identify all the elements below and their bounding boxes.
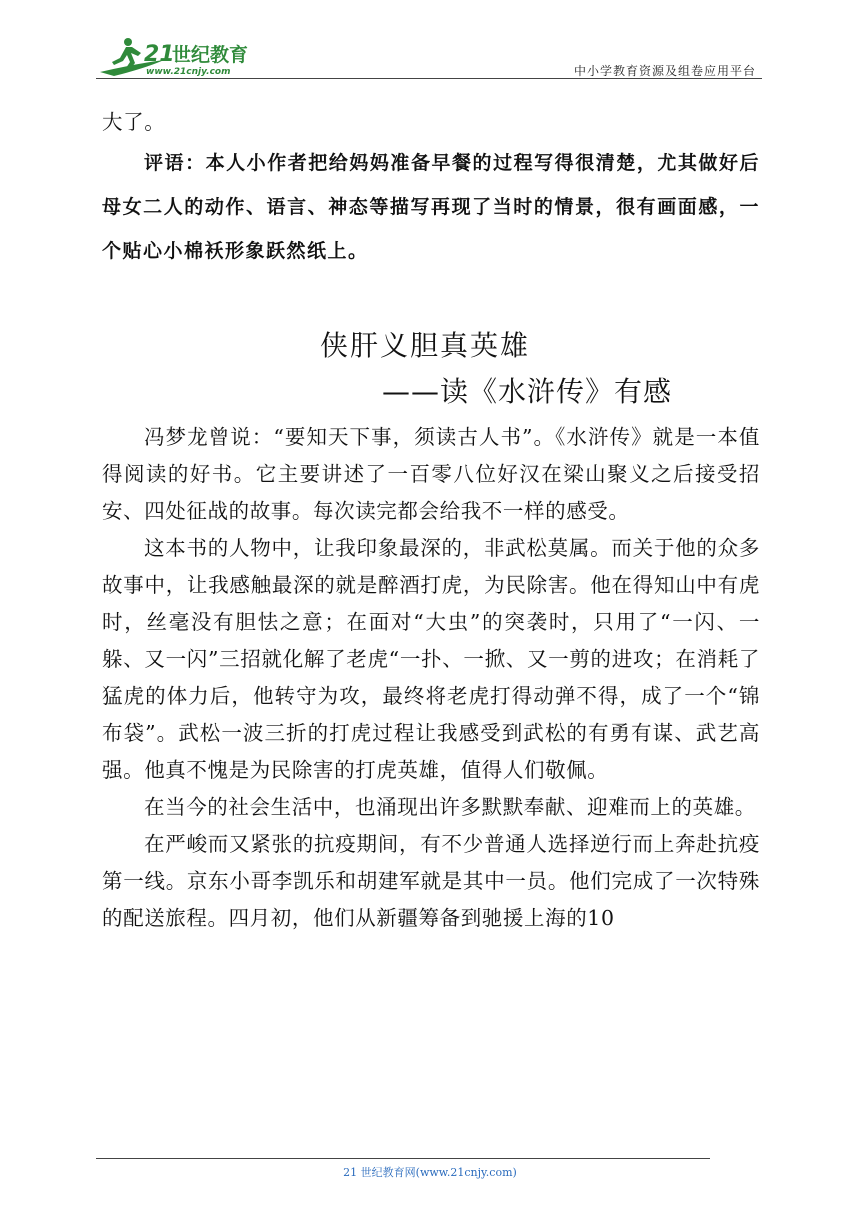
page-header [94, 34, 762, 84]
essay-subtitle: ——读《水浒传》有感 [382, 375, 673, 408]
runner-logo-icon [94, 34, 284, 80]
essay-title: 侠肝义胆真英雄 [320, 329, 531, 362]
header-tagline: 中小学教育资源及组卷应用平台 [573, 64, 756, 78]
essay-paragraph-4: 在严峻而又紧张的抗疫期间，有不少普通人选择逆行而上奔赴抗疫第一线。京东小哥李凯乐和胡建军就是其中一员。他们完成了一次特殊的配送旅程。四月初，他们从新疆筹备到驰援上海的10 [102, 832, 760, 930]
header-divider [96, 78, 762, 79]
essay-paragraph-1: 冯梦龙曾说：“要知天下事，须读古人书”。《水浒传》就是一本值得阅读的好书。它主要讲述了一百零八位好汉在梁山聚义之后接受招安、四处征战的故事。每次读完都会给我不一样的感受。 [102, 425, 760, 523]
comment-block [102, 141, 760, 273]
essay-paragraph-2: 这本书的人物中，让我印象最深的，非武松莫属。而关于他的众多故事中，让我感触最深的就是醉酒打虎，为民除害。他在得知山中有虎时，丝毫没有胆怯之意；在面对“大虫”的突袭时，只用了“一闪、一躲、又一闪”三招就化解了老虎“一扑、一掀、又一剪的进攻；在消耗了猛虎的体力后，他转守为攻，最终将老虎打得动弹不得，成了一个“锦布袋”。武松一波三折的打虎过程让我感受到武松的有勇有谋、武艺高强。他真不愧是为民除害的打虎英雄，值得人们敬佩。 [102, 536, 760, 782]
essay-paragraph-3: 在当今的社会生活中，也涌现出许多默默奉献、迎难而上的英雄。 [144, 795, 756, 819]
svg-text:世纪教育: 世纪教育 [172, 44, 249, 66]
comment-paragraph: 评语：本人小作者把给妈妈准备早餐的过程写得很清楚，尤其做好后母女二人的动作、语言、神态等描写再现了当时的情景，很有画面感，一个贴心小棉袄形象跃然纸上。 [102, 152, 760, 262]
continuation-text [102, 104, 760, 141]
svg-text:21: 21 [144, 42, 175, 67]
footer-link[interactable]: 21 世纪教育网(www.21cnjy.com) [343, 1166, 517, 1179]
essay-body [102, 419, 760, 937]
footer-divider [96, 1158, 710, 1159]
continuation-paragraph: 大了。 [102, 110, 166, 134]
site-logo[interactable] [94, 34, 284, 80]
svg-text:www.21cnjy.com: www.21cnjy.com [146, 67, 231, 77]
